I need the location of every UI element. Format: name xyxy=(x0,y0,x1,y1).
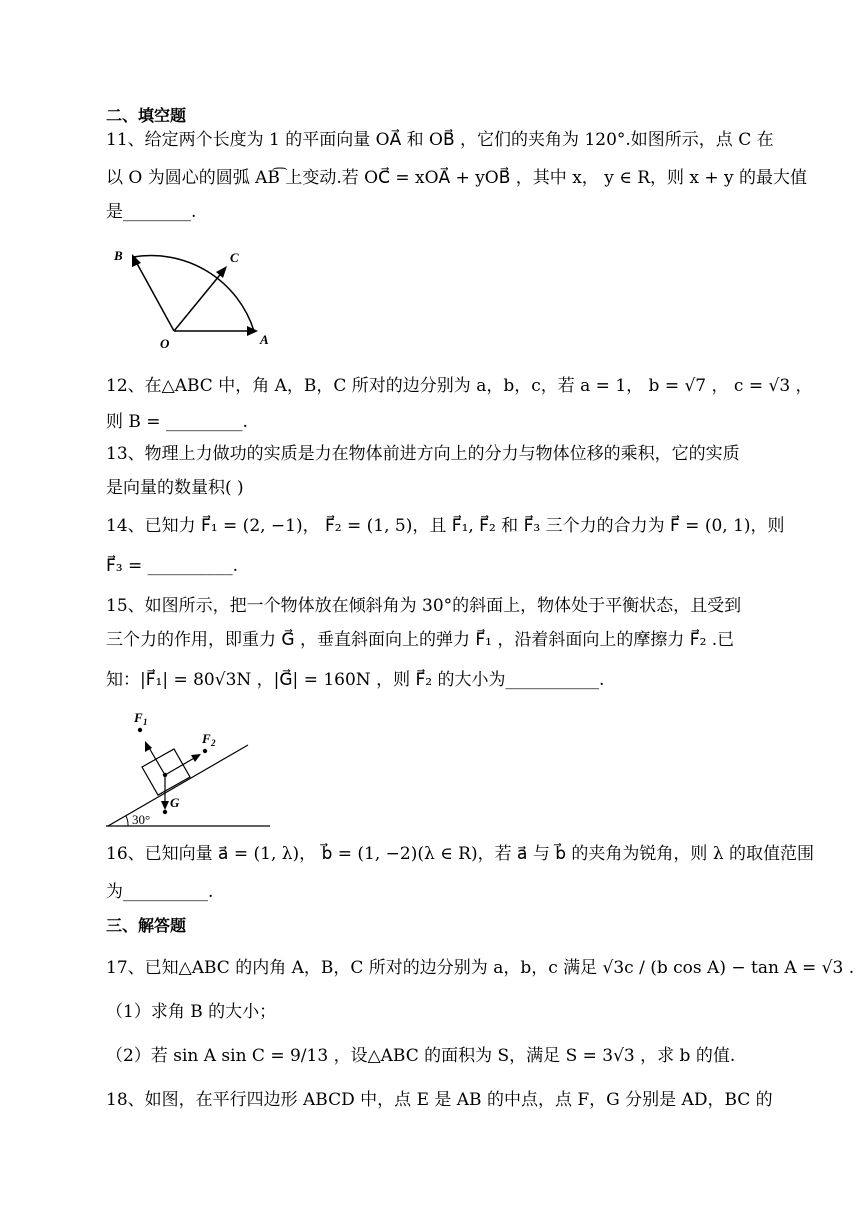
q17-sub-2: （2）若 sin A sin C = 9/13 ，设△ABC 的面积为 S，满足 S = 3√3 ，求 b 的值. xyxy=(106,1046,736,1066)
q18-line-1: 18、如图，在平行四边形 ABCD 中，点 E 是 AB 的中点，点 F，G 分别是 AD，BC 的 xyxy=(106,1090,773,1110)
section-fill-title: 二、填空题 xyxy=(106,106,187,125)
q11-line-1: 11、给定两个长度为 1 的平面向量 OA⃗ 和 OB⃗ ，它们的夹角为 120°.如图所示，点 C 在 xyxy=(106,130,774,150)
q17-line-1: 17、已知△ABC 的内角 A，B，C 所对的边分别为 a，b，c 满足 √3c / (b cos A) − tan A = √3 . xyxy=(106,958,855,978)
section-solve-title: 三、解答题 xyxy=(106,916,187,935)
label-angle: 30° xyxy=(132,812,151,827)
q12-line-2: 则 B = _________. xyxy=(106,412,248,432)
q13-line-2: 是向量的数量积( ) xyxy=(106,478,244,498)
arc-vector-figure xyxy=(108,244,278,352)
label-a: A xyxy=(260,332,269,347)
q15-line-2: 三个力的作用，即重力 G⃗ ，垂直斜面向上的弹力 F⃗₁ ，沿着斜面向上的摩擦力 F⃗₂ .已 xyxy=(106,630,735,650)
label-g: G xyxy=(170,795,180,810)
q14-line-1: 14、已知力 F⃗₁ = (2, −1)， F⃗₂ = (1, 5)，且 F⃗₁, F⃗₂ 和 F⃗₃ 三个力的合力为 F⃗ = (0, 1)，则 xyxy=(106,516,785,536)
label-f2-sub: 2 xyxy=(211,738,216,748)
q15-line-1: 15、如图所示，把一个物体放在倾斜角为 30°的斜面上，物体处于平衡状态，且受到 xyxy=(106,596,742,616)
label-c: C xyxy=(230,250,239,265)
label-f1-sub: 1 xyxy=(143,717,148,727)
label-o: O xyxy=(160,336,170,351)
q12-line-1: 12、在△ABC 中，角 A，B，C 所对的边分别为 a，b，c，若 a = 1， b = √7 ， c = √3 ， xyxy=(106,376,813,396)
q13-line-1: 13、物理上力做功的实质是力在物体前进方向上的分力与物体位移的乘积，它的实质 xyxy=(106,444,740,464)
label-b: B xyxy=(114,248,123,263)
q11-line-3: 是________. xyxy=(106,202,197,222)
q11-line-2: 以 O 为圆心的圆弧 AB͡ 上变动.若 OC⃗ = xOA⃗ + yOB⃗ ，其中 x， y ∈ R，则 x + y 的最大值 xyxy=(106,168,808,188)
q17-sub-1: （1）求角 B 的大小； xyxy=(106,1002,277,1022)
q16-line-1: 16、已知向量 a⃗ = (1, λ)， b⃗ = (1, −2)(λ ∈ R)，若 a⃗ 与 b⃗ 的夹角为锐角，则 λ 的取值范围 xyxy=(106,844,814,864)
incline-force-figure xyxy=(104,708,272,830)
label-f2: F xyxy=(202,731,211,746)
q15-line-3: 知：|F⃗₁| = 80√3N ，|G⃗| = 160N ，则 F⃗₂ 的大小为___________. xyxy=(106,670,605,690)
q14-line-2: F⃗₃ = __________. xyxy=(106,556,239,576)
label-f1: F xyxy=(134,710,143,725)
q16-line-2: 为__________. xyxy=(106,882,214,902)
